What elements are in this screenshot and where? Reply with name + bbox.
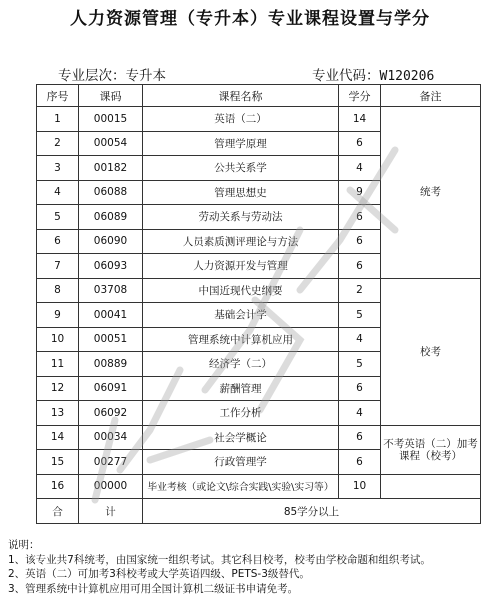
page-title: 人力资源管理（专升本）专业课程设置与学分 <box>70 9 430 29</box>
row-name: 英语（二） <box>143 107 339 132</box>
row-credit: 6 <box>339 376 381 401</box>
row-no: 8 <box>37 278 79 303</box>
note-item: 2、英语（二）可加考3科校考或大学英语四级、PETS-3级替代。 <box>8 568 310 580</box>
row-name: 人员素质测评理论与方法 <box>143 229 339 254</box>
row-code: 00277 <box>79 450 143 475</box>
header-credit: 学分 <box>339 85 381 107</box>
row-no: 11 <box>37 352 79 377</box>
row-credit: 14 <box>339 107 381 132</box>
row-no: 9 <box>37 303 79 328</box>
row-no: 12 <box>37 376 79 401</box>
row-no: 6 <box>37 229 79 254</box>
row-credit: 6 <box>339 425 381 450</box>
row-name: 工作分析 <box>143 401 339 426</box>
row-name: 行政管理学 <box>143 450 339 475</box>
row-no: 1 <box>37 107 79 132</box>
row-code: 00015 <box>79 107 143 132</box>
row-code: 06091 <box>79 376 143 401</box>
remark-unified: 统考 <box>381 107 481 279</box>
header-name: 课程名称 <box>143 85 339 107</box>
row-name: 管理学原理 <box>143 131 339 156</box>
total-label-a: 合 <box>37 499 79 524</box>
major-code-label: 专业代码： <box>312 68 380 84</box>
row-name: 社会学概论 <box>143 425 339 450</box>
row-name: 经济学（二） <box>143 352 339 377</box>
row-credit: 5 <box>339 303 381 328</box>
row-code: 00000 <box>79 474 143 499</box>
header-remark: 备注 <box>381 85 481 107</box>
course-table <box>36 84 481 524</box>
row-credit: 5 <box>339 352 381 377</box>
major-level: 专业层次：专升本 <box>58 68 166 84</box>
row-name: 公共关系学 <box>143 156 339 181</box>
row-code: 06093 <box>79 254 143 279</box>
major-code-value: W120206 <box>379 69 435 84</box>
row-no: 10 <box>37 327 79 352</box>
table-header-row <box>37 85 481 107</box>
row-name: 中国近现代史纲要 <box>143 278 339 303</box>
row-code: 03708 <box>79 278 143 303</box>
row-name: 薪酬管理 <box>143 376 339 401</box>
row-code: 00041 <box>79 303 143 328</box>
major-code <box>312 64 434 84</box>
total-value: 85学分以上 <box>143 499 481 524</box>
remark-empty <box>381 474 481 499</box>
row-no: 2 <box>37 131 79 156</box>
row-code: 06092 <box>79 401 143 426</box>
total-label-b: 计 <box>79 499 143 524</box>
row-credit: 4 <box>339 401 381 426</box>
row-credit: 6 <box>339 229 381 254</box>
row-credit: 9 <box>339 180 381 205</box>
row-name: 管理思想史 <box>143 180 339 205</box>
row-credit: 6 <box>339 450 381 475</box>
note-item: 1、该专业共7科统考，由国家统一组织考试。其它科目校考，校考由学校命题和组织考试。 <box>8 553 431 566</box>
row-code: 06090 <box>79 229 143 254</box>
row-code: 00051 <box>79 327 143 352</box>
row-credit: 6 <box>339 131 381 156</box>
total-row <box>37 499 481 524</box>
row-credit: 6 <box>339 205 381 230</box>
row-name: 管理系统中计算机应用 <box>143 327 339 352</box>
row-credit: 10 <box>339 474 381 499</box>
note-item: 3、管理系统中计算机应用可用全国计算机二级证书申请免考。 <box>8 582 299 595</box>
row-name: 人力资源开发与管理 <box>143 254 339 279</box>
row-name: 毕业考核（或论文\综合实践\实验\实习等） <box>143 474 339 499</box>
row-credit: 6 <box>339 254 381 279</box>
row-no: 5 <box>37 205 79 230</box>
table-row <box>37 107 481 132</box>
row-no: 13 <box>37 401 79 426</box>
row-no: 14 <box>37 425 79 450</box>
remark-english-exempt: 不考英语（二）加考课程（校考） <box>381 425 481 474</box>
table-row <box>37 278 481 303</box>
row-no: 4 <box>37 180 79 205</box>
remark-school: 校考 <box>381 278 481 425</box>
header-code: 课码 <box>79 85 143 107</box>
row-code: 06089 <box>79 205 143 230</box>
row-no: 3 <box>37 156 79 181</box>
row-no: 7 <box>37 254 79 279</box>
row-code: 00054 <box>79 131 143 156</box>
row-name: 基础会计学 <box>143 303 339 328</box>
row-no: 15 <box>37 450 79 475</box>
row-credit: 2 <box>339 278 381 303</box>
header-no: 序号 <box>37 85 79 107</box>
row-no: 16 <box>37 474 79 499</box>
notes <box>8 538 498 596</box>
table-row <box>37 425 481 450</box>
row-name: 劳动关系与劳动法 <box>143 205 339 230</box>
row-code: 00034 <box>79 425 143 450</box>
table-row <box>37 474 481 499</box>
row-credit: 4 <box>339 327 381 352</box>
row-code: 00889 <box>79 352 143 377</box>
notes-heading: 说明： <box>8 539 40 551</box>
row-code: 06088 <box>79 180 143 205</box>
row-credit: 4 <box>339 156 381 181</box>
row-code: 00182 <box>79 156 143 181</box>
